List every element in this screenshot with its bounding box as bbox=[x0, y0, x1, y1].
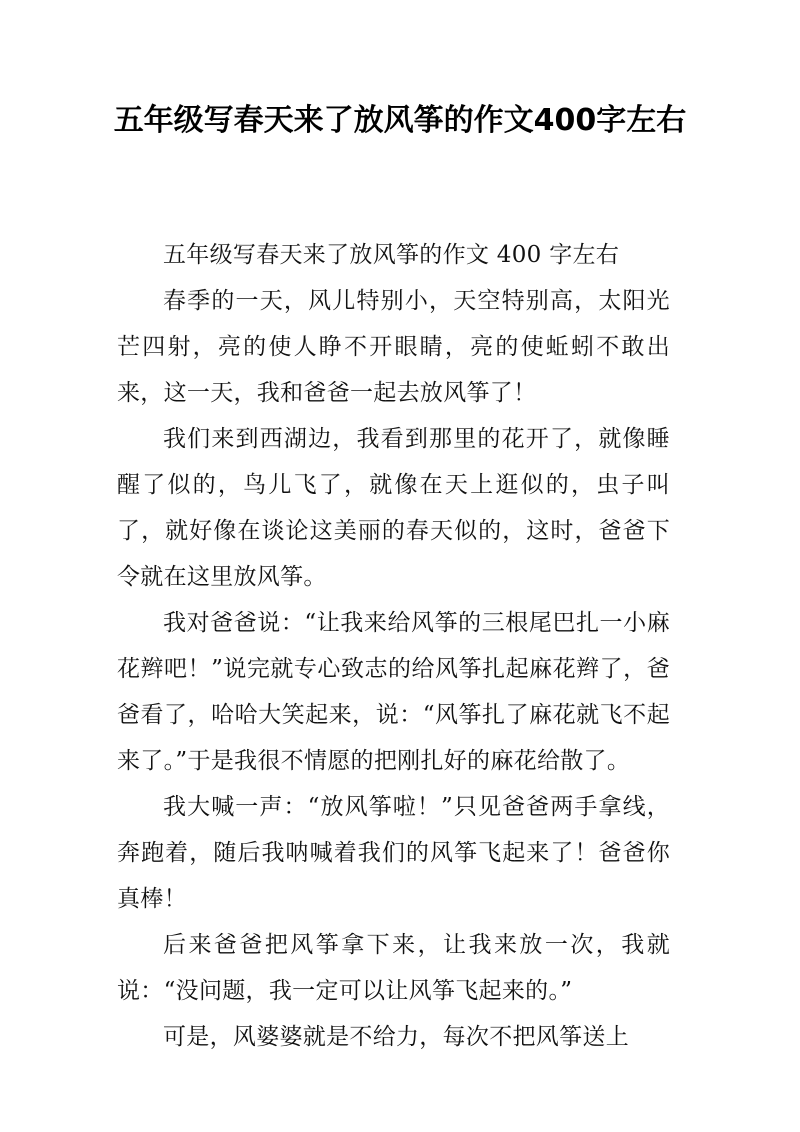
paragraph: 我们来到西湖边，我看到那里的花开了，就像睡醒了似的，鸟儿飞了，就像在天上逛似的，虫子叫了，就好像在谈论这美丽的春天似的，这时，爸爸下令就在这里放风筝。 bbox=[117, 426, 670, 590]
paragraph: 我大喊一声：“放风筝啦！”只见爸爸两手拿线，奔跑着，随后我呐喊着我们的风筝飞起来了！爸爸你真棒！ bbox=[117, 794, 670, 912]
paragraph: 春季的一天，风儿特别小，天空特别高，太阳光芒四射，亮的使人睁不开眼睛，亮的使蚯蚓不敢出来，这一天，我和爸爸一起去放风筝了！ bbox=[117, 288, 670, 406]
paragraph: 我对爸爸说：“让我来给风筝的三根尾巴扎一小麻花辫吧！”说完就专心致志的给风筝扎起麻花辫了，爸爸看了，哈哈大笑起来，说：“风筝扎了麻花就飞不起来了。”于是我很不情愿的把刚扎好的麻花给散了。 bbox=[117, 610, 670, 774]
paragraph-subtitle: 五年级写春天来了放风筝的作文 400 字左右 bbox=[163, 242, 620, 268]
document-body bbox=[117, 232, 670, 1060]
paragraph: 后来爸爸把风筝拿下来，让我来放一次，我就说：“没问题，我一定可以让风筝飞起来的。” bbox=[117, 932, 670, 1004]
paragraph: 可是，风婆婆就是不给力，每次不把风筝送上 bbox=[163, 1024, 629, 1050]
document-title: 五年级写春天来了放风筝的作文400字左右 bbox=[113, 103, 687, 138]
